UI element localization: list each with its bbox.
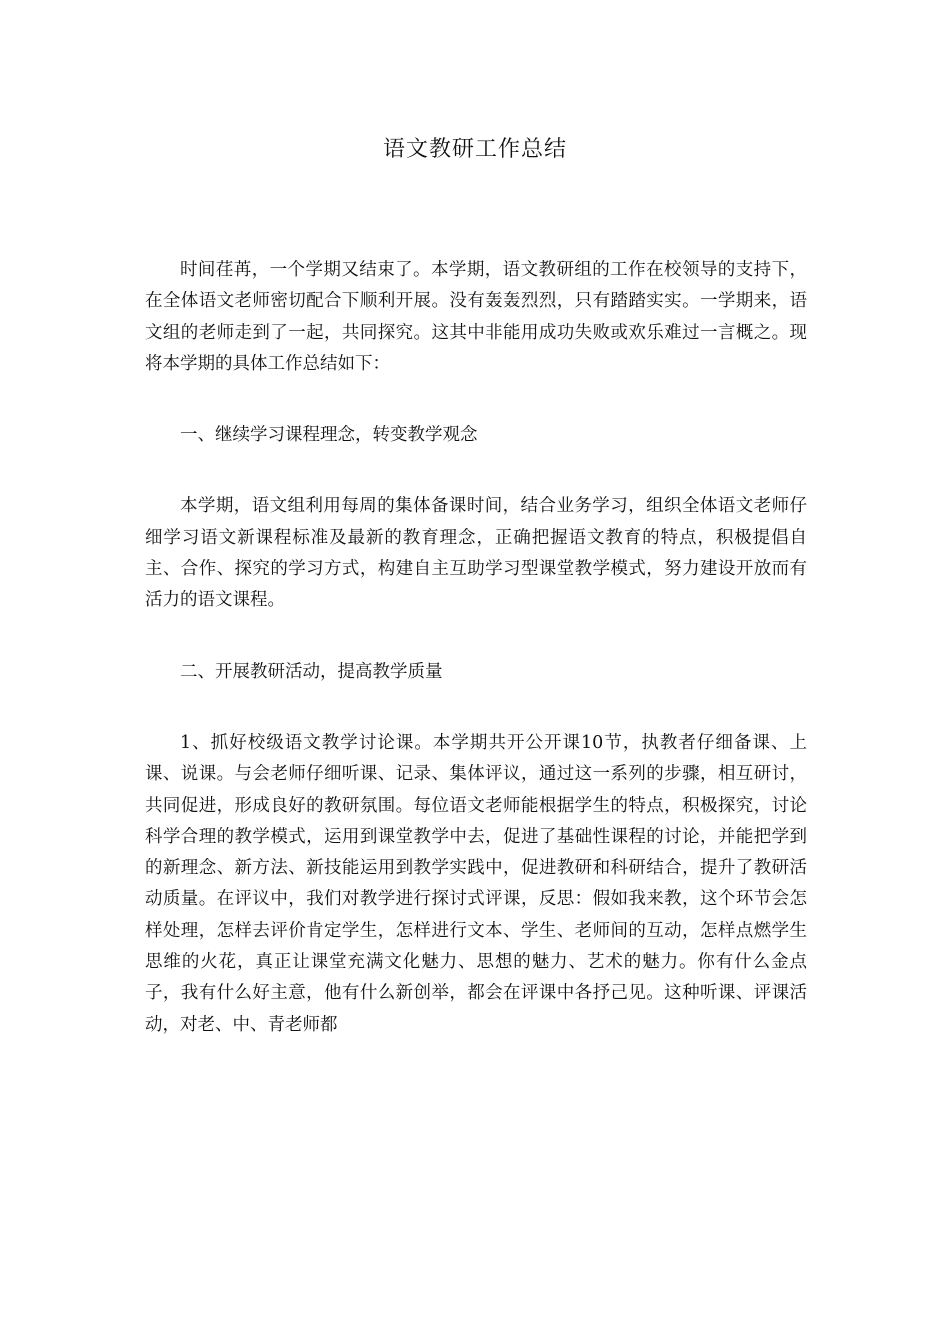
intro-paragraph: 时间荏苒，一个学期又结束了。本学期，语文教研组的工作在校领导的支持下，在全体语文老师密切配合下顺利开展。没有轰轰烈烈，只有踏踏实实。一学期来，语文组的老师走到了一起，共同探究。这其中非能用成功失败或欢乐难过一言概之。现将本学期的具体工作总结如下： — [145, 260, 807, 374]
section-1-paragraph: 本学期，语文组利用每周的集体备课时间，结合业务学习，组织全体语文老师仔细学习语文新课程标准及最新的教育理念，正确把握语文教育的特点，积极提倡自主、合作、探究的学习方式，构建自主互助学习型课堂教学模式，努力建设开放而有活力的语文课程。 — [145, 496, 807, 611]
section-heading-2: 二、开展教研活动，提高教学质量 — [180, 661, 443, 682]
paragraph-spacer — [145, 617, 807, 657]
paragraph-spacer — [145, 688, 807, 728]
section-2-item-1-paragraph: 1、抓好校级语文教学讨论课。本学期共开公开课10节，执教者仔细备课、上课、说课。与会老师仔细听课、记录、集体评议，通过这一系列的步骤，相互研讨，共同促进，形成良好的教研氛围。每位语文老师能根据学生的特点，积极探究，讨论科学合理的教学模式，运用到课堂教学中去，促进了基础性课程的讨论，并能把学到的新理念、新方法、新技能运用到教学实践中，促进教研和科研结合，提升了教研活动质量。在评议中，我们对教学进行探讨式评课，反思：假如我来教，这个环节会怎样处理，怎样去评价肯定学生，怎样进行文本、学生、老师间的互动，怎样点燃学生思维的火花，真正让课堂充满文化魅力、思想的魅力、艺术的魅力。你有什么金点子，我有什么好主意，他有什么新创举，都会在评课中各抒己见。这种听课、评课活动，对老、中、青老师都 — [145, 732, 807, 1035]
paragraph-spacer — [145, 451, 807, 491]
document-title: 语文教研工作总结 — [382, 137, 567, 162]
paragraph-spacer — [145, 380, 807, 420]
document-body — [145, 255, 807, 1041]
section-heading-1: 一、继续学习课程理念，转变教学观念 — [180, 425, 478, 446]
